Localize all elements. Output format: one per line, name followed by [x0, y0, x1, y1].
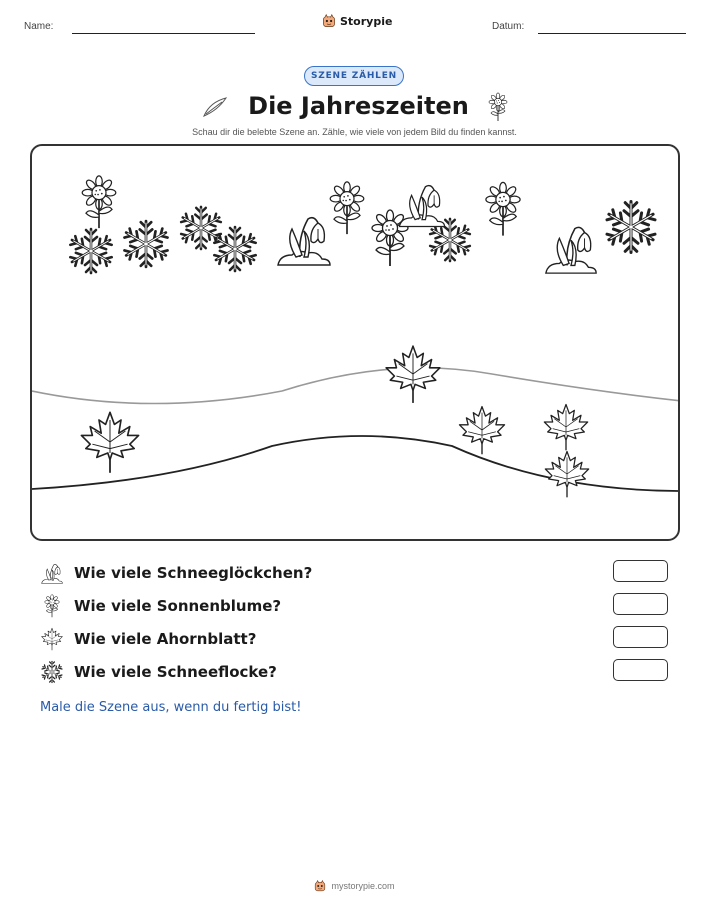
question-text: Wie viele Ahornblatt? — [74, 630, 257, 648]
maple-leaf-1 — [386, 346, 440, 403]
answer-box-sunflower[interactable] — [613, 593, 668, 615]
sunflower-decor-icon — [487, 92, 509, 122]
mascot-icon — [322, 14, 336, 28]
page-title — [0, 92, 709, 122]
snowflake-2 — [123, 221, 169, 267]
question-text: Wie viele Schneeflocke? — [74, 663, 277, 681]
answer-box-snowdrop[interactable] — [613, 560, 668, 582]
leaves-decor-icon — [200, 94, 230, 120]
sunflower-icon — [40, 594, 64, 618]
question-text: Wie viele Sonnenblume? — [74, 597, 282, 615]
name-line[interactable] — [72, 33, 255, 34]
maple-leaf-4 — [544, 405, 587, 451]
snowdrop-3 — [546, 227, 596, 273]
question-row-snowflake — [40, 660, 277, 684]
footer — [0, 880, 709, 892]
date-label: Datum: — [492, 21, 525, 32]
snowflake-6 — [605, 201, 656, 252]
question-text: Wie viele Schneeglöckchen? — [74, 564, 313, 582]
answer-box-maple-leaf[interactable] — [613, 626, 668, 648]
snowflake-icon — [40, 660, 64, 684]
question-row-maple-leaf — [40, 627, 256, 651]
date-line[interactable] — [538, 33, 686, 34]
brand-logo — [322, 14, 392, 28]
sunflower-4 — [486, 182, 520, 235]
maple-leaf-5 — [545, 452, 588, 498]
snowdrop-icon — [40, 561, 64, 585]
sunflower-1 — [82, 176, 116, 228]
snowdrop-2 — [399, 186, 444, 227]
title-text: Die Jahreszeiten — [248, 92, 469, 120]
snowflake-4 — [213, 227, 257, 271]
counting-scene — [30, 144, 680, 541]
coloring-hint: Male die Szene aus, wenn du fertig bist! — [40, 700, 302, 715]
brand-name: Storypie — [340, 14, 393, 28]
instructions: Schau dir die belebte Szene an. Zähle, wie viele von jedem Bild du finden kannst. — [192, 127, 517, 137]
question-row-sunflower — [40, 594, 281, 618]
sunflower-3 — [372, 210, 408, 266]
name-label: Name: — [24, 21, 54, 32]
sunflower-2 — [330, 182, 364, 234]
footer-url[interactable]: mystorypie.com — [331, 881, 395, 891]
maple-leaf-2 — [81, 412, 138, 473]
question-row-snowdrop — [40, 561, 312, 585]
snowflake-1 — [69, 229, 113, 273]
activity-badge: SZENE ZÄHLEN — [304, 66, 404, 86]
mascot-icon — [314, 880, 326, 892]
scene-illustration — [32, 146, 680, 541]
maple-leaf-icon — [40, 627, 64, 651]
answer-box-snowflake[interactable] — [613, 659, 668, 681]
snowdrop-1 — [278, 218, 330, 265]
maple-leaf-3 — [459, 407, 504, 455]
